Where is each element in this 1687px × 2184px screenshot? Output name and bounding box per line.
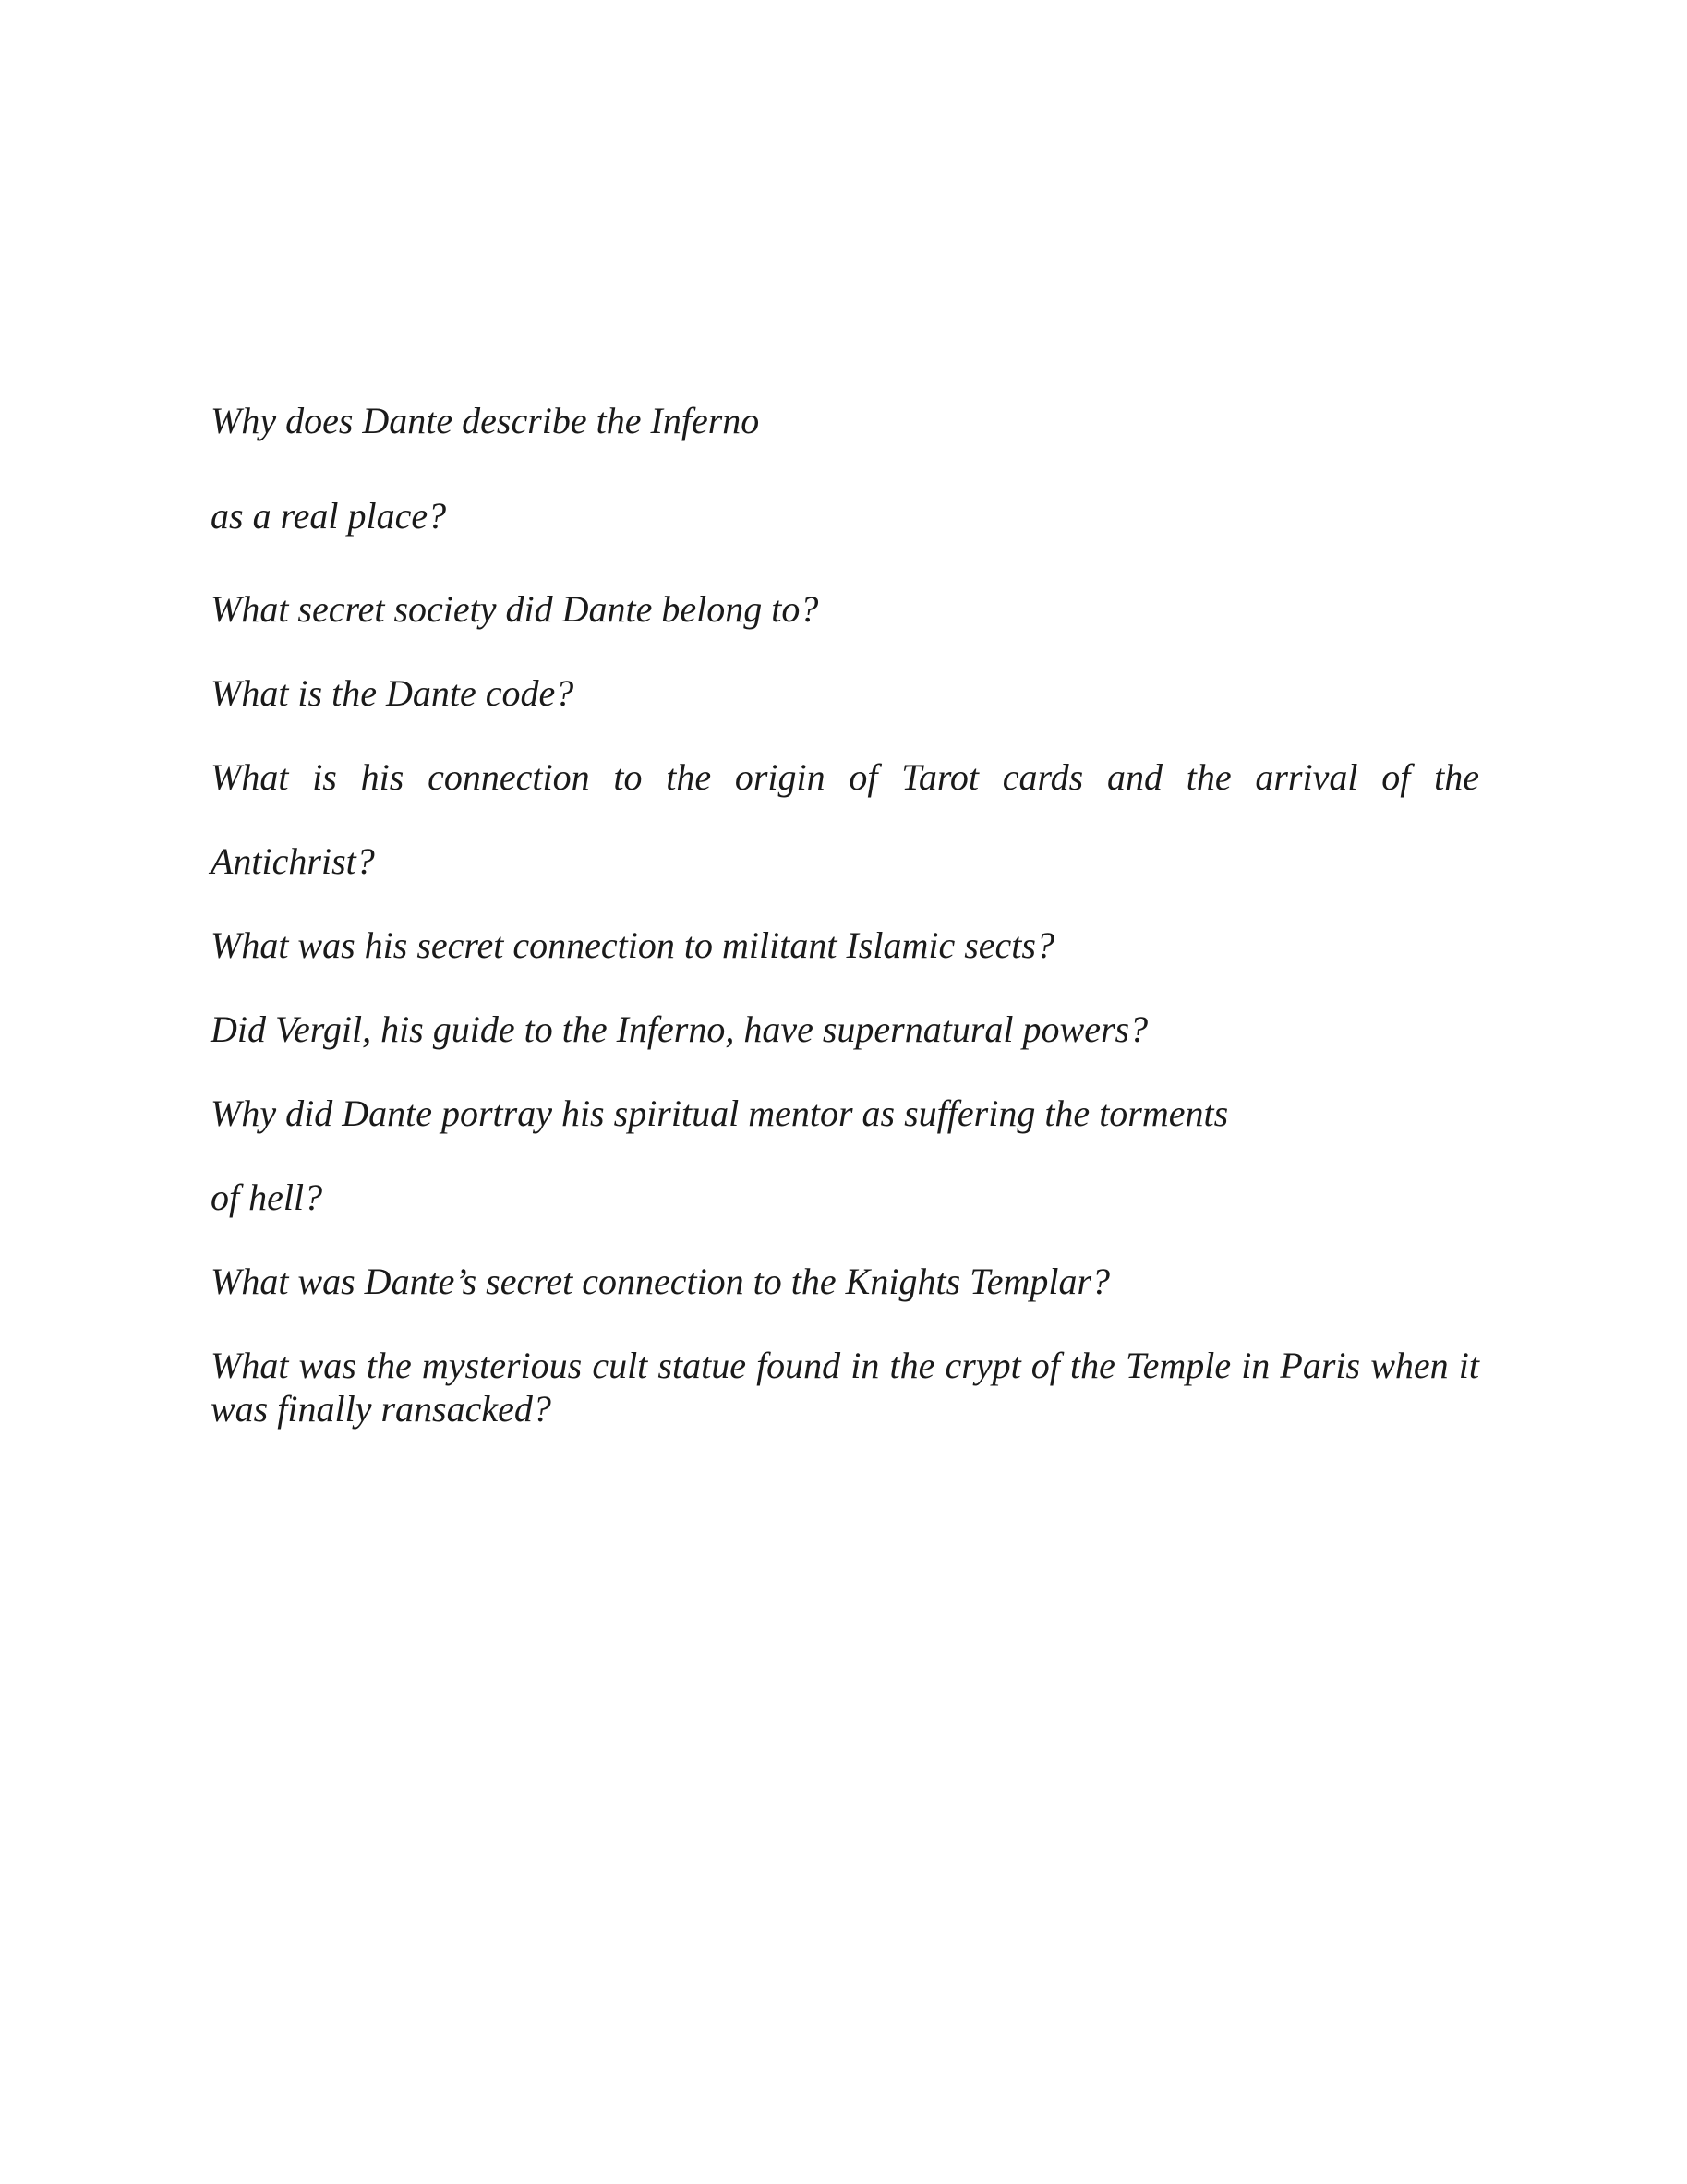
question-line-1: Why does Dante describe the Inferno [211, 400, 760, 441]
question-line-12: What was the mysterious cult statue found in the crypt of the Temple in Paris when it was finally ransacked? [211, 1345, 1479, 1430]
question-line-4: What is the Dante code? [211, 672, 574, 714]
question-line-6: Antichrist? [211, 840, 375, 882]
question-line-2: as a real place? [211, 495, 447, 537]
question-line-10: of hell? [211, 1176, 323, 1218]
question-line-8: Did Vergil, his guide to the Inferno, have supernatural powers? [211, 1008, 1149, 1050]
question-line-5: What is his connection to the origin of Tarot cards and the arrival of the [211, 756, 1479, 798]
question-line-11: What was Dante’s secret connection to the Knights Templar? [211, 1261, 1111, 1302]
question-line-9: Why did Dante portray his spiritual mentor as suffering the torments [211, 1092, 1229, 1134]
question-line-7: What was his secret connection to militant Islamic sects? [211, 924, 1054, 966]
question-line-3: What secret society did Dante belong to? [211, 588, 819, 630]
